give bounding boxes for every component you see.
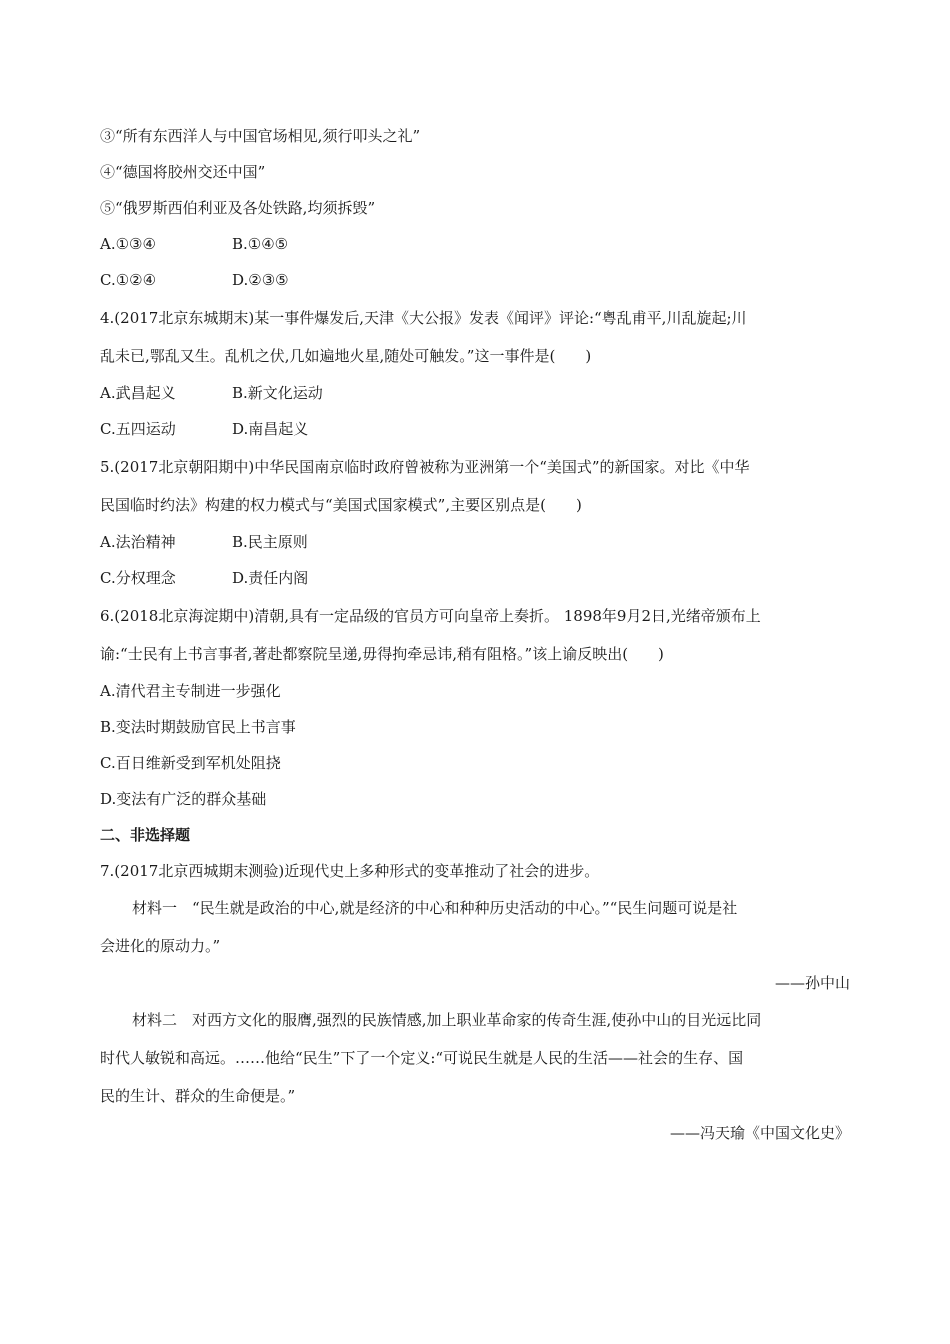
statement-3: ③“所有东西洋人与中国官场相见,须行叩头之礼”: [100, 127, 421, 145]
q5-option-a: A.法治精神: [100, 533, 176, 551]
q3-option-d: D.②③⑤: [232, 271, 289, 289]
q6-stem-line-2: 谕:“士民有上书言事者,著赴都察院呈递,毋得拘牵忌讳,稍有阻格。”该上谕反映出( ): [100, 645, 664, 663]
q4-stem-line-1: 4.(2017北京东城期末)某一事件爆发后,天津《大公报》发表《闻评》评论:“粤乱甫平,川乱旋起;川: [100, 309, 747, 327]
q5-options-row-1: [100, 532, 850, 552]
material-2-line-1: 材料二 对西方文化的服膺,强烈的民族情感,加上职业革命家的传奇生涯,使孙中山的目光远比同: [132, 1011, 762, 1029]
q5-option-b: B.民主原则: [232, 533, 308, 551]
q4-option-a: A.武昌起义: [100, 384, 176, 402]
q6-option-c: C.百日维新受到军机处阻挠: [100, 754, 281, 772]
q5-options-row-2: [100, 568, 850, 588]
q5-option-d: D.责任内阁: [232, 569, 309, 587]
q4-options-row-2: [100, 419, 850, 439]
q6-option-b: B.变法时期鼓励官民上书言事: [100, 718, 296, 736]
section-heading: 二、非选择题: [100, 826, 191, 844]
q4-option-c: C.五四运动: [100, 420, 176, 438]
q4-option-d: D.南昌起义: [232, 420, 309, 438]
material-2-line-2: 时代人敏锐和高远。……他给“民生”下了一个定义:“可说民生就是人民的生活——社会的生存、国: [100, 1049, 744, 1067]
material-1-line-2: 会进化的原动力。”: [100, 937, 221, 955]
q3-options-row-1: [100, 234, 850, 254]
q3-option-a: A.①③④: [100, 235, 156, 253]
q6-option-a: A.清代君主专制进一步强化: [100, 682, 281, 700]
statement-4: ④“德国将胶州交还中国”: [100, 163, 266, 181]
q7-stem: 7.(2017北京西城期末测验)近现代史上多种形式的变革推动了社会的进步。: [100, 862, 600, 880]
q6-stem-line-1: 6.(2018北京海淀期中)清朝,具有一定品级的官员方可向皇帝上奏折。 1898年9月2日,光绪帝颁布上: [100, 607, 761, 625]
q4-stem-line-2: 乱未已,鄂乱又生。乱机之伏,几如遍地火星,随处可触发。”这一事件是( ): [100, 347, 592, 365]
q5-stem-line-2: 民国临时约法》构建的权力模式与“美国式国家模式”,主要区别点是( ): [100, 496, 582, 514]
q5-stem-line-1: 5.(2017北京朝阳期中)中华民国南京临时政府曾被称为亚洲第一个“美国式”的新国家。对比《中华: [100, 458, 750, 476]
q4-options-row-1: [100, 383, 850, 403]
q3-option-c: C.①②④: [100, 271, 157, 289]
q4-option-b: B.新文化运动: [232, 384, 323, 402]
material-2-source: ——冯天瑜《中国文化史》: [669, 1124, 850, 1142]
material-1-line-1: 材料一 “民生就是政治的中心,就是经济的中心和种种历史活动的中心。”“民生问题可说是社: [132, 899, 738, 917]
material-2-line-3: 民的生计、群众的生命便是。”: [100, 1087, 296, 1105]
q6-option-d: D.变法有广泛的群众基础: [100, 790, 267, 808]
material-1-source: ——孙中山: [774, 974, 850, 992]
statement-5: ⑤“俄罗斯西伯利亚及各处铁路,均须拆毁”: [100, 199, 376, 217]
q3-options-row-2: [100, 270, 850, 290]
q3-option-b: B.①④⑤: [232, 235, 289, 253]
q5-option-c: C.分权理念: [100, 569, 176, 587]
